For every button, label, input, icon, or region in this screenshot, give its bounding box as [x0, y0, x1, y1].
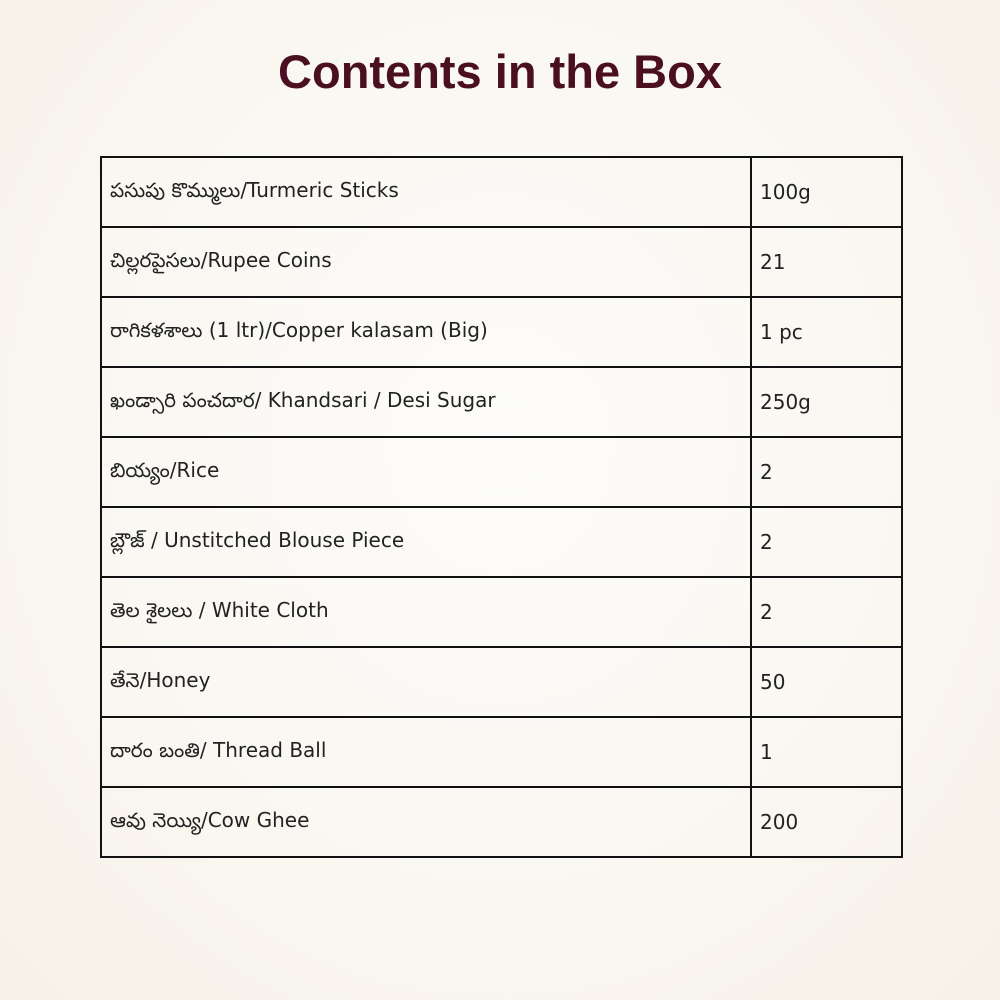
- table-row: [101, 717, 902, 787]
- item-name: బ్లౌజ్ / Unstitched Blouse Piece: [101, 507, 751, 577]
- item-quantity: 250g: [751, 367, 902, 437]
- item-name: తెల శైలలు / White Cloth: [101, 577, 751, 647]
- item-quantity: 2: [751, 507, 902, 577]
- table-row: [101, 787, 902, 857]
- table-row: [101, 437, 902, 507]
- table-row: [101, 367, 902, 437]
- item-name: బియ్యం/Rice: [101, 437, 751, 507]
- item-quantity: 1: [751, 717, 902, 787]
- item-quantity: 2: [751, 437, 902, 507]
- contents-table: [100, 156, 903, 858]
- table-row: [101, 577, 902, 647]
- page-title: Contents in the Box: [278, 45, 722, 98]
- table-row: [101, 507, 902, 577]
- table-row: [101, 297, 902, 367]
- item-name: పసుపు కొమ్ములు/Turmeric Sticks: [101, 157, 751, 227]
- item-quantity: 100g: [751, 157, 902, 227]
- item-quantity: 2: [751, 577, 902, 647]
- item-name: రాగికళశాలు (1 ltr)/Copper kalasam (Big): [101, 297, 751, 367]
- item-quantity: 21: [751, 227, 902, 297]
- item-name: చిల్లరపైసలు/Rupee Coins: [101, 227, 751, 297]
- table-row: [101, 157, 902, 227]
- table-row: [101, 227, 902, 297]
- table-row: [101, 647, 902, 717]
- item-quantity: 1 pc: [751, 297, 902, 367]
- item-name: ఆవు నెయ్యి/Cow Ghee: [101, 787, 751, 857]
- item-quantity: 50: [751, 647, 902, 717]
- item-name: ఖండ్సారి పంచదార/ Khandsari / Desi Sugar: [101, 367, 751, 437]
- item-name: దారం బంతి/ Thread Ball: [101, 717, 751, 787]
- item-name: తేనె/Honey: [101, 647, 751, 717]
- item-quantity: 200: [751, 787, 902, 857]
